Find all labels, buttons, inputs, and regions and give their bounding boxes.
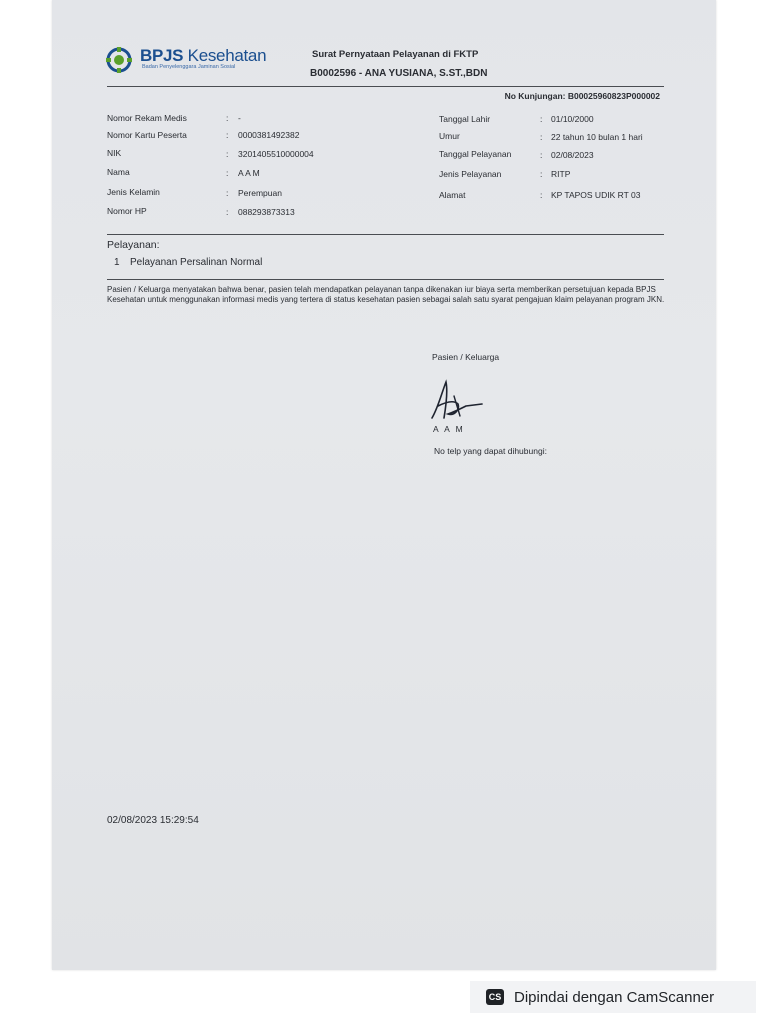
visit-number: No Kunjungan: B00025960823P000002 (504, 91, 660, 101)
logo-wordmark-rest: Kesehatan (187, 46, 267, 65)
field-colon: : (226, 168, 229, 178)
field-value-jenis-kelamin: Perempuan (238, 188, 282, 198)
field-label-tanggal-lahir: Tanggal Lahir (439, 114, 491, 124)
services-divider (107, 279, 664, 280)
field-label-tanggal-pelayanan: Tanggal Pelayanan (439, 149, 512, 159)
logo-tagline: Badan Penyelenggara Jaminan Sosial (142, 64, 236, 70)
logo-wordmark (140, 46, 266, 66)
field-label-jenis-kelamin: Jenis Kelamin (107, 187, 160, 197)
field-colon: : (226, 130, 229, 140)
facility-name: B0002596 - ANA YUSIANA, S.ST.,BDN (310, 68, 488, 79)
consent-statement: Pasien / Keluarga menyatakan bahwa benar, pasien telah mendapatkan pelayanan tanpa dikenakan iur biaya serta memberikan persetujuan kepada BPJS Kesehatan untuk menggunakan informasi medis yang tertera di status kesehatan pasien sebagai salah satu syarat pengajuan klaim pelayanan program JKN. (107, 285, 665, 304)
field-value-nomor-hp: 088293873313 (238, 207, 295, 217)
field-value-umur: 22 tahun 10 bulan 1 hari (551, 132, 643, 142)
field-colon: : (540, 190, 543, 200)
field-label-nomor-hp: Nomor HP (107, 206, 147, 216)
field-label-rekam-medis: Nomor Rekam Medis (107, 113, 187, 123)
services-heading: Pelayanan: (107, 239, 160, 251)
camscanner-text: Dipindai dengan CamScanner (514, 988, 715, 1006)
service-item-name: Pelayanan Persalinan Normal (130, 257, 263, 268)
camscanner-icon: CS (486, 989, 504, 1005)
field-value-kartu-peserta: 0000381492382 (238, 130, 300, 140)
handwritten-signature (424, 378, 486, 426)
document-page (52, 0, 716, 970)
field-value-tanggal-pelayanan: 02/08/2023 (551, 150, 594, 160)
field-colon: : (226, 188, 229, 198)
field-colon: : (540, 132, 543, 142)
camscanner-watermark (470, 981, 756, 1013)
field-colon: : (226, 113, 229, 123)
field-colon: : (226, 207, 229, 217)
field-value-tanggal-lahir: 01/10/2000 (551, 114, 594, 124)
signer-name: A A M (433, 424, 465, 434)
field-label-jenis-pelayanan: Jenis Pelayanan (439, 169, 502, 179)
info-divider (107, 234, 664, 235)
field-label-umur: Umur (439, 131, 460, 141)
field-label-nama: Nama (107, 167, 130, 177)
field-colon: : (540, 114, 543, 124)
document-title: Surat Pernyataan Pelayanan di FKTP (312, 49, 479, 60)
field-label-alamat: Alamat (439, 190, 466, 200)
field-colon: : (540, 150, 543, 160)
field-value-nik: 3201405510000004 (238, 149, 314, 159)
field-value-rekam-medis: - (238, 113, 241, 123)
signature-heading: Pasien / Keluarga (432, 352, 500, 362)
field-label-kartu-peserta: Nomor Kartu Peserta (107, 130, 187, 140)
print-timestamp: 02/08/2023 15:29:54 (107, 815, 199, 826)
field-colon: : (226, 149, 229, 159)
logo-wordmark-bold: BPJS (140, 46, 184, 65)
field-value-jenis-pelayanan: RITP (551, 169, 571, 179)
field-value-nama: A A M (238, 168, 260, 178)
contact-phone-label: No telp yang dapat dihubungi: (434, 446, 547, 456)
field-colon: : (540, 169, 543, 179)
field-label-nik: NIK (107, 148, 122, 158)
field-value-alamat: KP TAPOS UDIK RT 03 (551, 190, 641, 200)
service-item-number: 1 (114, 257, 120, 268)
bpjs-logo-icon (106, 47, 132, 73)
header-divider (107, 86, 664, 87)
